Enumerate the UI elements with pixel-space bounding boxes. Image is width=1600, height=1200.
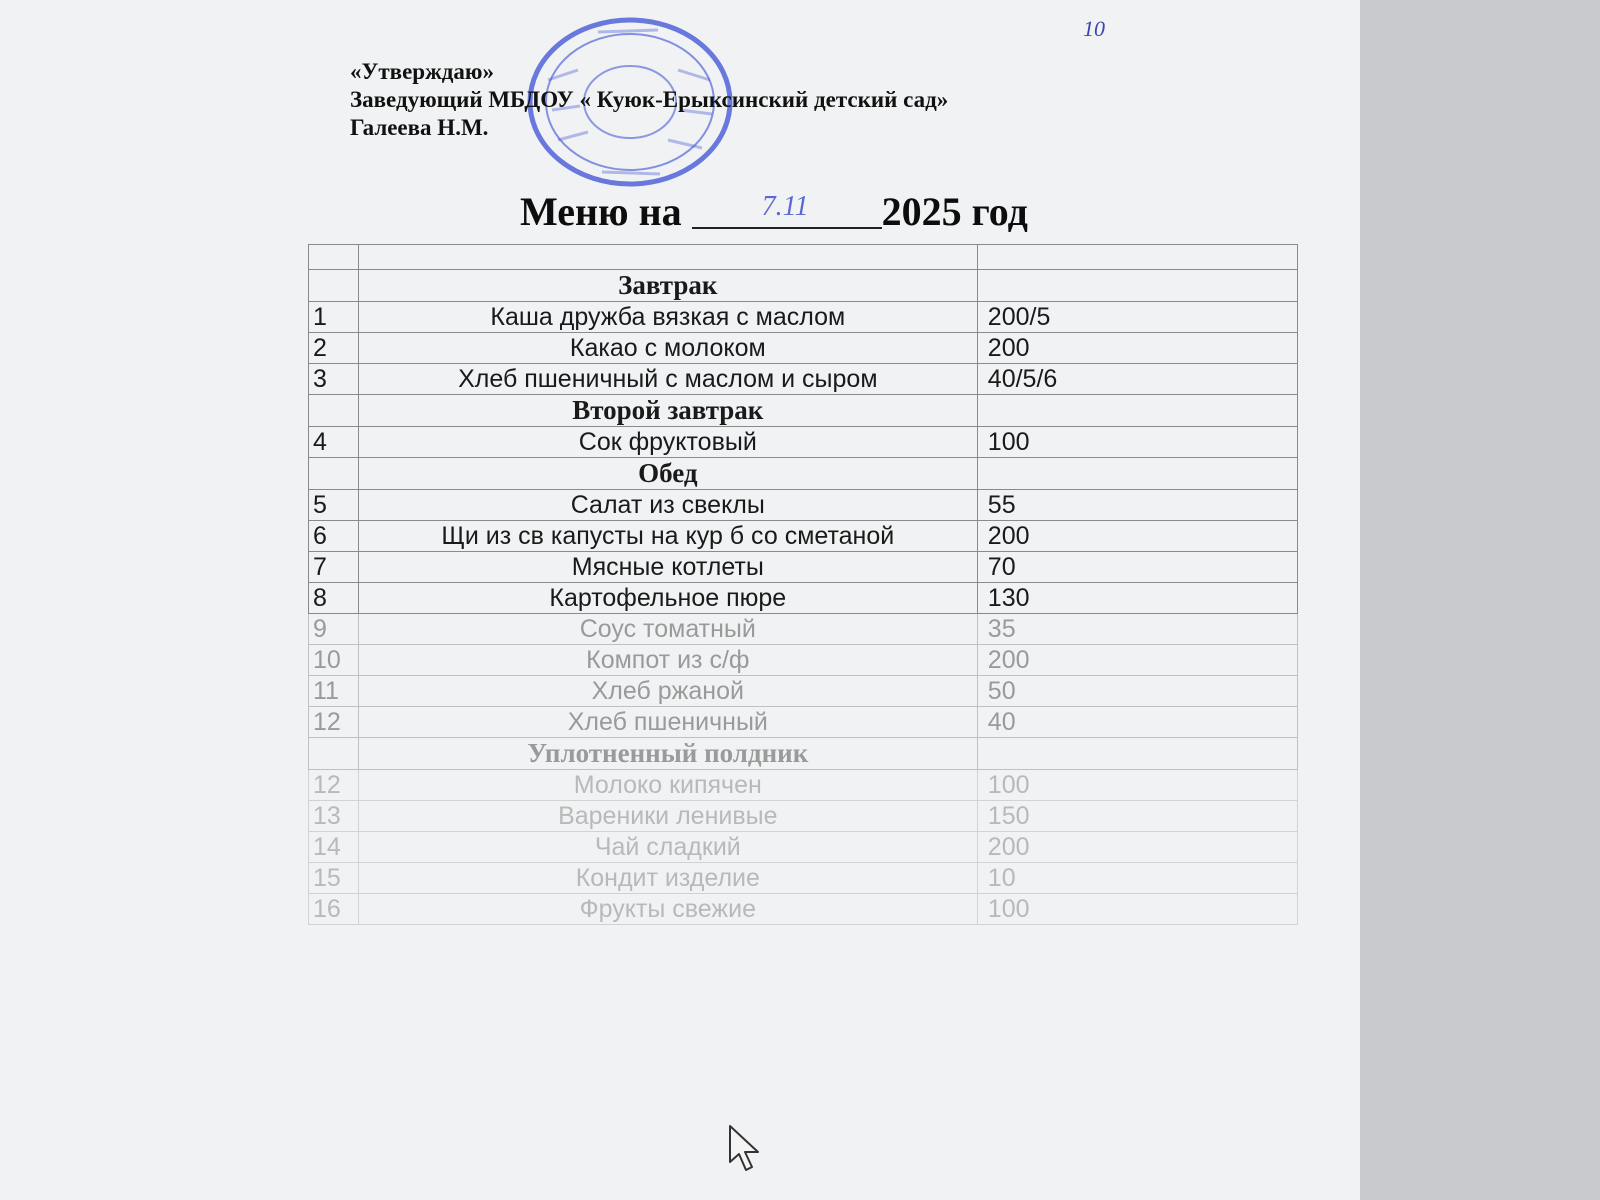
handwritten-page-number: 10 — [1083, 16, 1105, 41]
section-header-row — [309, 738, 1298, 770]
title-suffix: 2025 год — [881, 189, 1028, 234]
dish-name: Щи из св капусты на кур б со сметаной — [358, 521, 977, 552]
table-row — [309, 770, 1298, 801]
dish-name: Молоко кипячен — [358, 770, 977, 801]
table-row — [309, 707, 1298, 738]
portion-size: 200 — [977, 521, 1297, 552]
portion-size: 10 — [977, 863, 1297, 894]
dish-name: Салат из свеклы — [358, 490, 977, 521]
approval-block — [350, 58, 1070, 142]
dish-name: Сок фруктовый — [358, 427, 977, 458]
menu-table-body — [309, 245, 1298, 925]
dish-name: Чай сладкий — [358, 832, 977, 863]
portion-size: 150 — [977, 801, 1297, 832]
handwritten-date: 7.11 — [761, 191, 809, 222]
table-row — [309, 364, 1298, 395]
section-header-row — [309, 270, 1298, 302]
item-number: 13 — [309, 801, 359, 832]
dish-name: Каша дружба вязкая с маслом — [358, 302, 977, 333]
table-row — [309, 302, 1298, 333]
portion-size: 130 — [977, 583, 1297, 614]
dish-name: Картофельное пюре — [358, 583, 977, 614]
portion-size: 100 — [977, 427, 1297, 458]
dish-name: Соус томатный — [358, 614, 977, 645]
portion-size: 70 — [977, 552, 1297, 583]
item-number: 14 — [309, 832, 359, 863]
table-row — [309, 863, 1298, 894]
portion-size: 100 — [977, 770, 1297, 801]
approval-signatory: Галеева Н.М. — [350, 115, 489, 140]
item-number: 8 — [309, 583, 359, 614]
dish-name: Фрукты свежие — [358, 894, 977, 925]
portion-size: 200/5 — [977, 302, 1297, 333]
mouse-pointer-icon — [728, 1124, 762, 1172]
dish-name: Хлеб пшеничный с маслом и сыром — [358, 364, 977, 395]
section-title: Второй завтрак — [358, 395, 977, 427]
section-title: Обед — [358, 458, 977, 490]
table-row — [309, 894, 1298, 925]
portion-size: 40 — [977, 707, 1297, 738]
table-row — [309, 583, 1298, 614]
dish-name: Вареники ленивые — [358, 801, 977, 832]
portion-size: 55 — [977, 490, 1297, 521]
portion-size: 100 — [977, 894, 1297, 925]
portion-size: 200 — [977, 333, 1297, 364]
table-row — [309, 333, 1298, 364]
dish-name: Кондит изделие — [358, 863, 977, 894]
item-number: 10 — [309, 645, 359, 676]
table-top-row — [309, 245, 1298, 270]
table-row — [309, 645, 1298, 676]
menu-title — [520, 188, 1028, 235]
portion-size: 200 — [977, 832, 1297, 863]
portion-size: 40/5/6 — [977, 364, 1297, 395]
portion-size: 35 — [977, 614, 1297, 645]
table-row — [309, 614, 1298, 645]
table-row — [309, 427, 1298, 458]
section-header-row — [309, 395, 1298, 427]
portion-size: 50 — [977, 676, 1297, 707]
portion-size: 200 — [977, 645, 1297, 676]
date-blank — [692, 193, 882, 229]
item-number: 16 — [309, 894, 359, 925]
item-number: 2 — [309, 333, 359, 364]
item-number: 9 — [309, 614, 359, 645]
section-title: Завтрак — [358, 270, 977, 302]
item-number: 15 — [309, 863, 359, 894]
item-number: 11 — [309, 676, 359, 707]
section-title: Уплотненный полдник — [358, 738, 977, 770]
item-number: 5 — [309, 490, 359, 521]
approval-position: Заведующий МБДОУ « Куюк-Ерыксинский детский сад» — [350, 87, 949, 112]
title-prefix: Меню на — [520, 189, 682, 234]
item-number: 12 — [309, 707, 359, 738]
table-row — [309, 552, 1298, 583]
item-number: 1 — [309, 302, 359, 333]
item-number: 3 — [309, 364, 359, 395]
item-number: 7 — [309, 552, 359, 583]
dish-name: Хлеб пшеничный — [358, 707, 977, 738]
table-row — [309, 490, 1298, 521]
table-row — [309, 676, 1298, 707]
table-row — [309, 521, 1298, 552]
item-number: 6 — [309, 521, 359, 552]
dish-name: Мясные котлеты — [358, 552, 977, 583]
dish-name: Компот из с/ф — [358, 645, 977, 676]
approval-heading: «Утверждаю» — [350, 59, 494, 84]
table-row — [309, 832, 1298, 863]
item-number: 4 — [309, 427, 359, 458]
section-header-row — [309, 458, 1298, 490]
menu-table — [308, 244, 1298, 925]
dish-name: Хлеб ржаной — [358, 676, 977, 707]
table-row — [309, 801, 1298, 832]
item-number: 12 — [309, 770, 359, 801]
dish-name: Какао с молоком — [358, 333, 977, 364]
